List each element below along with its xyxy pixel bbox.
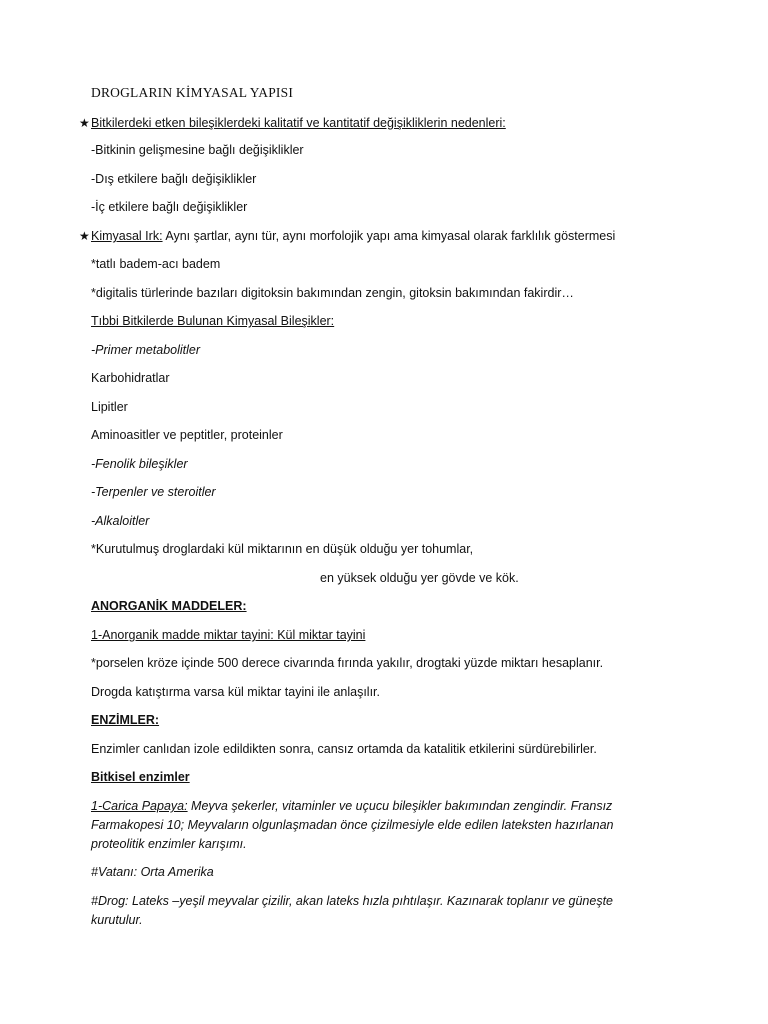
section1-heading: Bitkilerdeki etken bileşiklerdeki kalitatif ve kantitatif değişikliklerin nedenleri:: [91, 116, 506, 130]
section5-heading: ENZİMLER:: [91, 713, 160, 727]
compound-class: -Alkaloitler: [91, 514, 150, 528]
section5-text: Enzimler canlıdan izole edildikten sonra, cansız ortamda da katalitik etkilerini sürdürebilirler.: [91, 742, 597, 756]
primer-item: Aminoasitler ve peptitler, proteinler: [91, 428, 283, 442]
primer-item: Lipitler: [91, 400, 128, 414]
section2-heading: Kimyasal Irk:: [91, 229, 163, 243]
section1-item: -İç etkilere bağlı değişiklikler: [91, 200, 248, 214]
section4-heading: ANORGANİK MADDELER:: [91, 599, 247, 613]
drog-note: #Drog: Lateks –yeşil meyvalar çizilir, akan lateks hızla pıhtılaşır. Kazınarak toplanır ve güneşte kurutulur.: [91, 894, 614, 927]
carica-papaya-text: Meyva şekerler, vitaminler ve uçucu bileşikler bakımından zengindir. Fransız Farmakopesi 10; Meyvaların olgunlaşmadan önce çizilmesiyle elde edilen lateksten hazırlanan proteolitik enzimler karışımı.: [91, 799, 614, 851]
document-title: DROGLARIN KİMYASAL YAPISI: [91, 85, 294, 100]
compound-class: -Fenolik bileşikler: [91, 457, 188, 471]
compound-class: -Terpenler ve steroitler: [91, 485, 216, 499]
section2-heading-line: [79, 228, 616, 244]
origin-note: #Vatanı: Orta Amerika: [91, 865, 214, 879]
section4-subheading: 1-Anorganik madde miktar tayini: Kül miktar tayini: [91, 628, 366, 642]
ash-note-line-1: *Kurutulmuş droglardaki kül miktarının en düşük olduğu yer tohumlar,: [91, 542, 474, 556]
section4-line: Drogda katıştırma varsa kül miktar tayini ile anlaşılır.: [91, 685, 380, 699]
section2-text: Aynı şartlar, aynı tür, aynı morfolojik yapı ama kimyasal olarak farklılık göstermesi: [162, 229, 616, 243]
section1-heading-line: [79, 115, 506, 131]
section1-item: -Dış etkilere bağlı değişiklikler: [91, 172, 257, 186]
ash-note-line-2: en yüksek olduğu yer gövde ve kök.: [320, 571, 519, 585]
section2-example: *digitalis türlerinde bazıları digitoksin bakımından zengin, gitoksin bakımından fakirdir…: [91, 286, 574, 300]
section3-heading: Tıbbi Bitkilerde Bulunan Kimyasal Bileşikler:: [91, 314, 335, 328]
carica-papaya-label: 1-Carica Papaya:: [91, 799, 188, 813]
primer-item: Karbohidratlar: [91, 371, 170, 385]
section5-subheading: Bitkisel enzimler: [91, 770, 190, 784]
carica-papaya-paragraph: [91, 797, 651, 854]
section2-example: *tatlı badem-acı badem: [91, 257, 221, 271]
star-bullet-icon: ★: [79, 116, 90, 130]
section4-line: *porselen kröze içinde 500 derece civarında fırında yakılır, drogtaki yüzde miktarı hesaplanır.: [91, 656, 604, 670]
primer-metabolites: -Primer metabolitler: [91, 343, 201, 357]
star-bullet-icon: ★: [79, 229, 90, 243]
section1-item: -Bitkinin gelişmesine bağlı değişiklikler: [91, 143, 304, 157]
